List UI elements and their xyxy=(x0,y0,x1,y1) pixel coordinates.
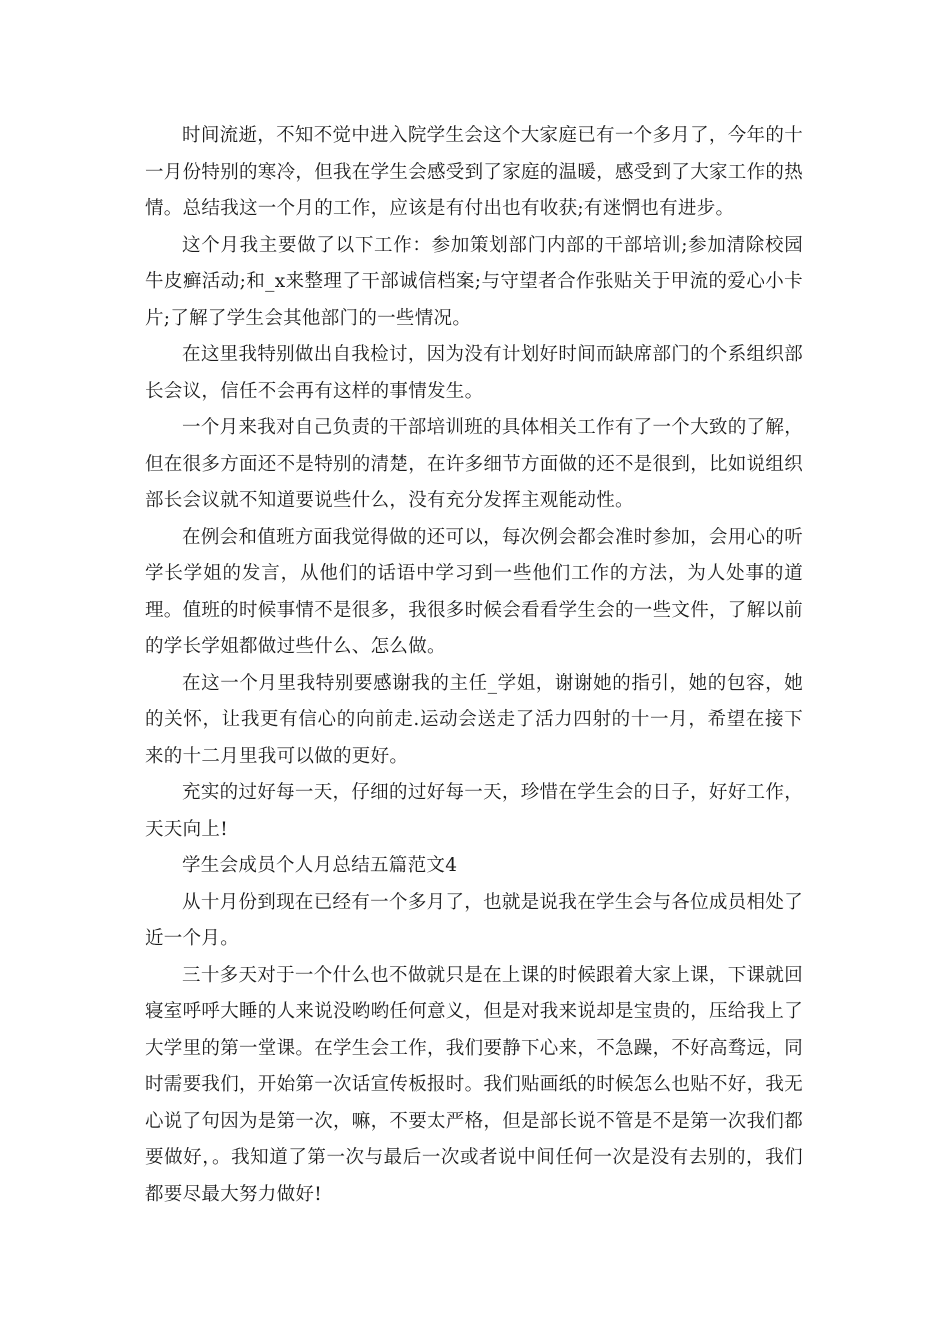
paragraph-10: 三十多天对于一个什么也不做就只是在上课的时候跟着大家上课，下课就回寝室呼呼大睡的人来说没哟哟任何意义，但是对我来说却是宝贵的，压给我上了大学里的第一堂课。在学生会工作，我们要静下心来，不急躁，不好高骛远，同时需要我们，开始第一次话宣传板报时。我们贴画纸的时候怎么也贴不好，我无心说了句因为是第一次，嘛，不要太严格，但是部长说不管是不是第一次我们都要做好，。我知道了第一次与最后一次或者说中间任何一次是没有去别的，我们都要尽最大努力做好! xyxy=(145,964,804,1205)
paragraph-7: 充实的过好每一天，仔细的过好每一天，珍惜在学生会的日子，好好工作，天天向上! xyxy=(145,782,803,840)
paragraph-9: 从十月份到现在已经有一个多月了，也就是说我在学生会与各位成员相处了近一个月。 xyxy=(145,891,803,949)
paragraph-4: 一个月来我对自己负责的干部培训班的具体相关工作有了一个大致的了解，但在很多方面还不是特别的清楚，在许多细节方面做的还不是很到，比如说组织部长会议就不知道要说些什么，没有充分发挥主观能动性。 xyxy=(145,417,804,511)
paragraph-6: 在这一个月里我特别要感谢我的主任_学姐，谢谢她的指引，她的包容，她的关怀，让我更有信心的向前走.运动会送走了活力四射的十一月，希望在接下来的十二月里我可以做的更好。 xyxy=(145,672,803,767)
paragraph-2: 这个月我主要做了以下工作：参加策划部门内部的干部培训;参加清除校园牛皮癣活动;和_x来整理了干部诚信档案;与守望者合作张贴关于甲流的爱心小卡片;了解了学生会其他部门的一些情况。 xyxy=(145,234,803,329)
paragraph-5: 在例会和值班方面我觉得做的还可以，每次例会都会准时参加，会用心的听学长学姐的发言，从他们的话语中学习到一些他们工作的方法，为人处事的道理。值班的时候事情不是很多，我很多时候会看看学生会的一些文件，了解以前的学长学姐都做过些什么、怎么做。 xyxy=(145,526,804,657)
paragraph-3: 在这里我特别做出自我检讨，因为没有计划好时间而缺席部门的个系组织部长会议，信任不会再有这样的事情发生。 xyxy=(145,344,803,402)
document-body xyxy=(145,118,803,1213)
section-heading: 学生会成员个人月总结五篇范文4 xyxy=(182,855,458,876)
paragraph-1: 时间流逝，不知不觉中进入院学生会这个大家庭已有一个多月了，今年的十一月份特别的寒冷，但我在学生会感受到了家庭的温暖，感受到了大家工作的热情。总结我这一个月的工作，应该是有付出也有收获;有迷惘也有进步。 xyxy=(145,125,804,219)
